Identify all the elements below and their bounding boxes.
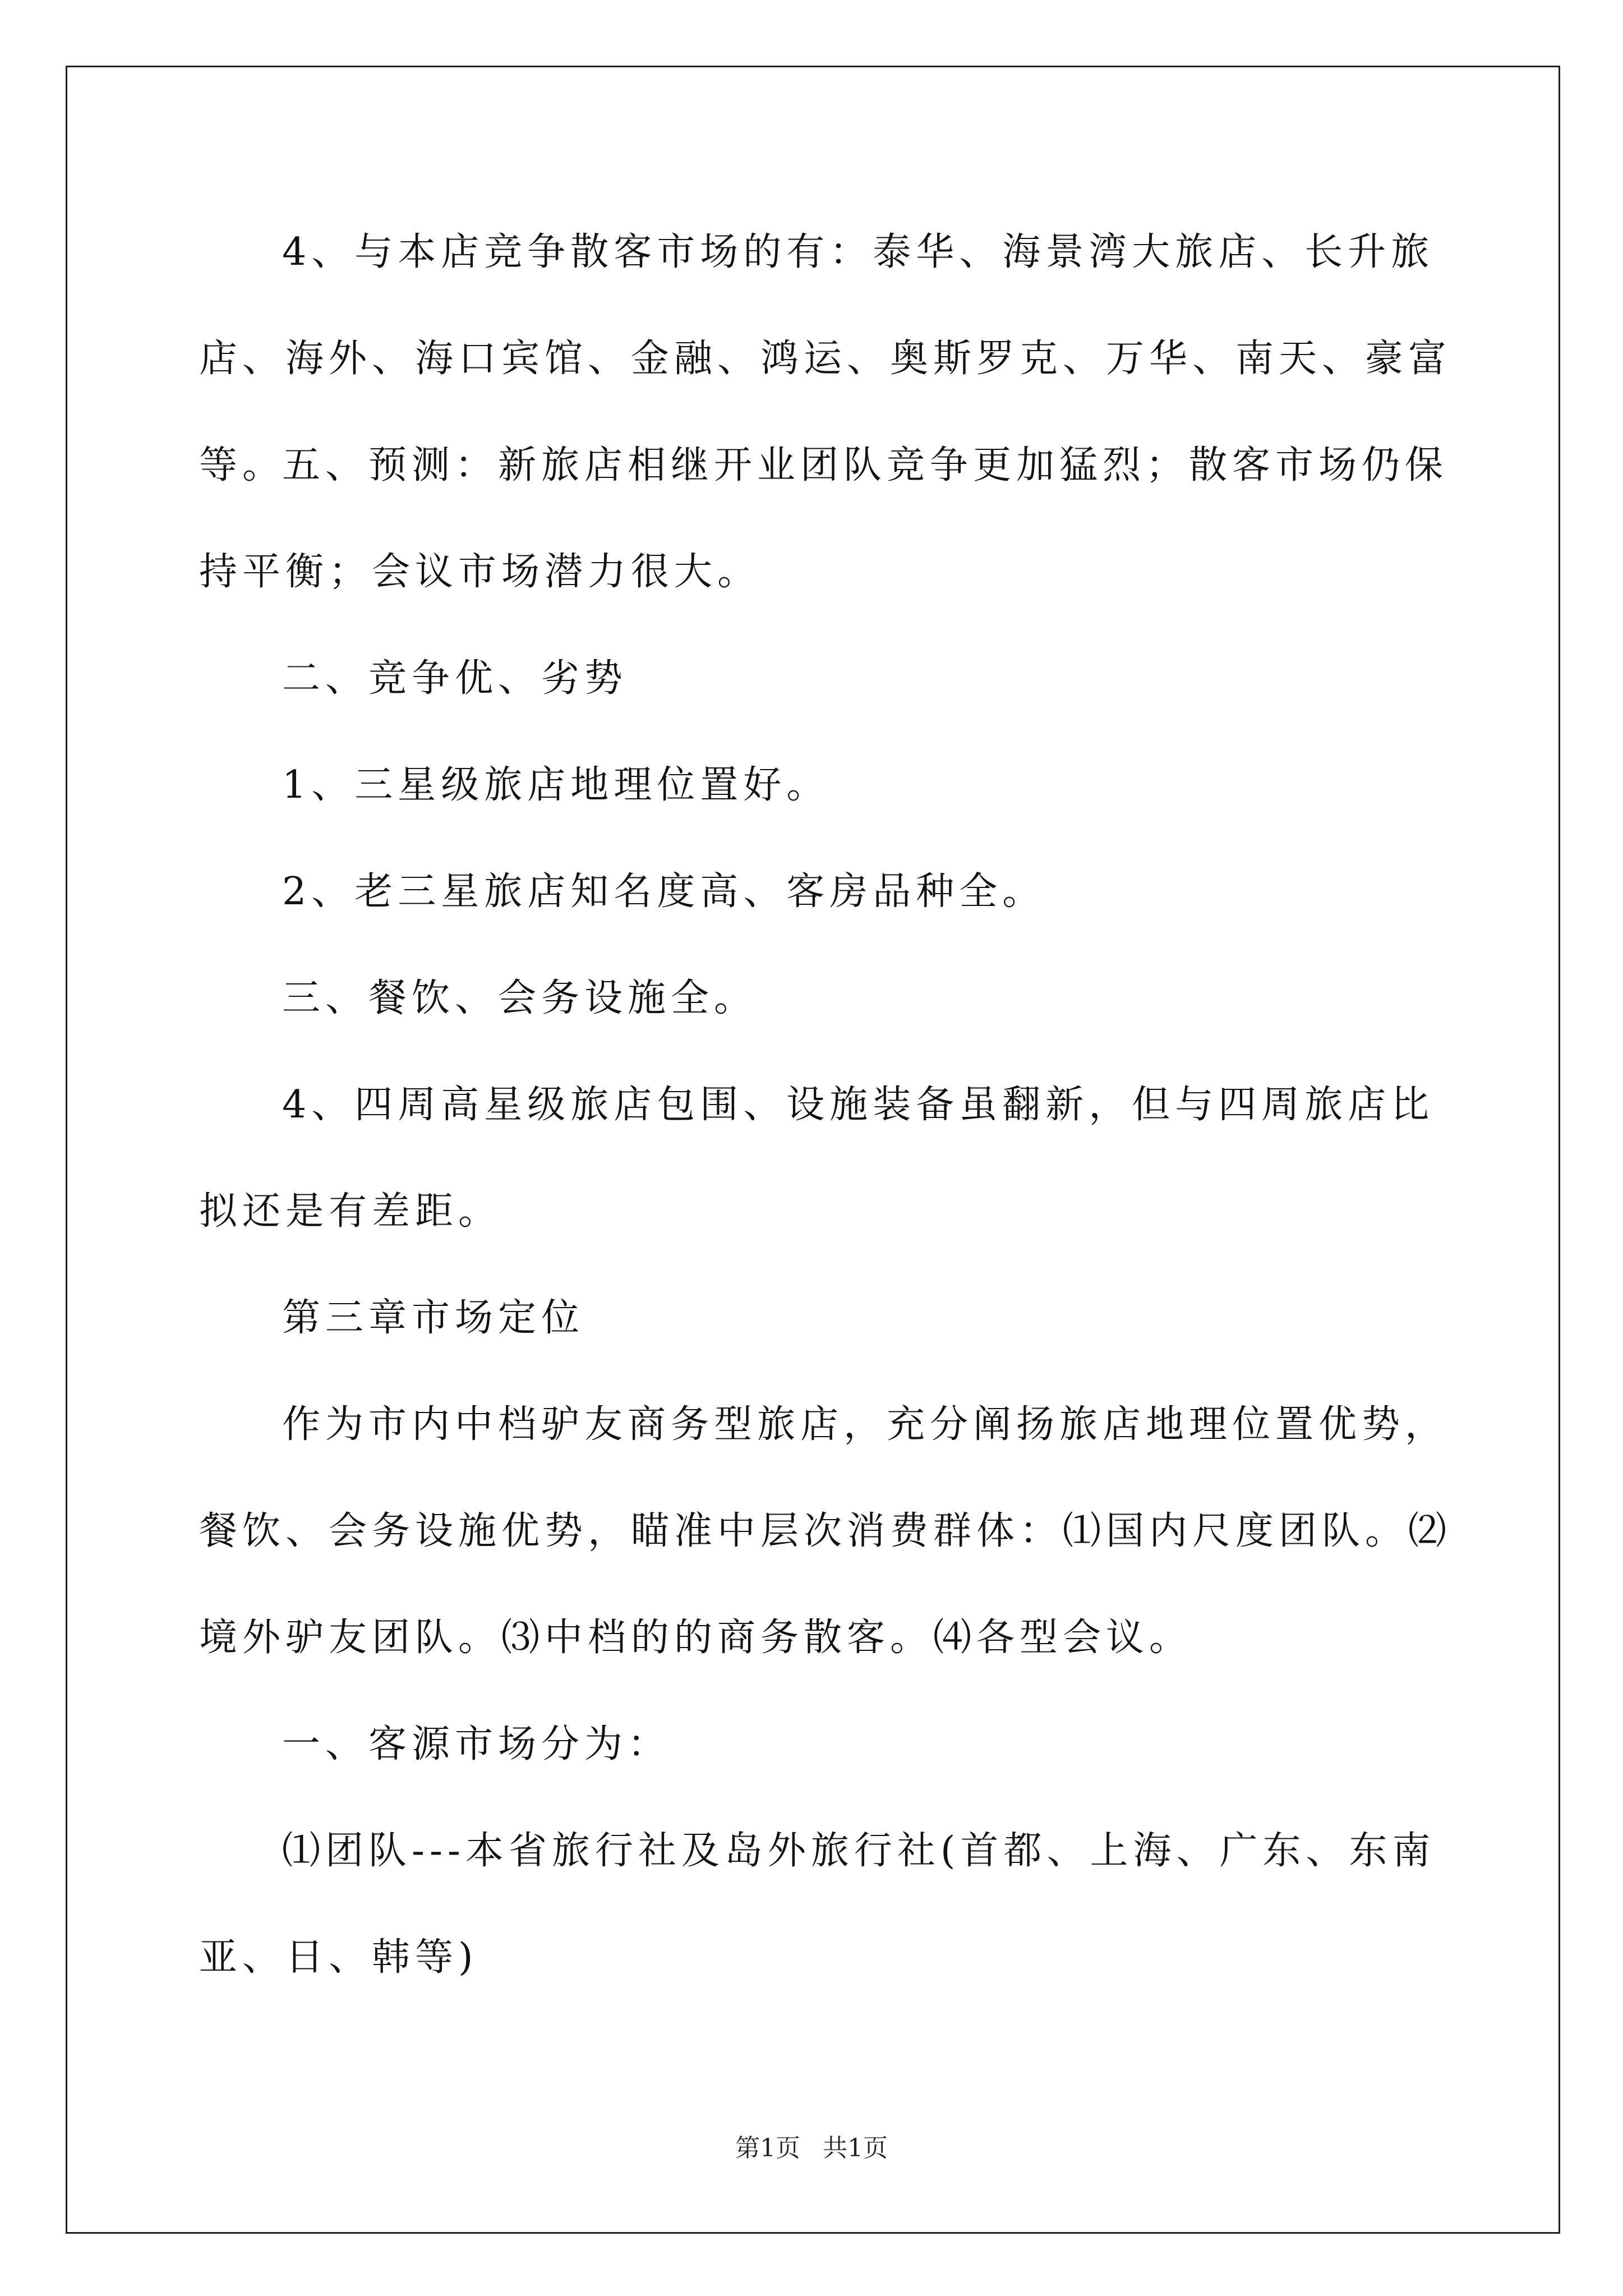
page-number-current: 第1页 [735,2134,800,2162]
paragraph-advantage-3: 三、餐饮、会务设施全。 [282,976,758,1020]
page-number-total: 共1页 [823,2134,888,2162]
paragraph-advantage-2: 2、老三星旅店知名度高、客房品种全。 [282,869,1046,914]
heading-advantages: 二、竞争优、劣势 [282,656,628,701]
paragraph-forecast: 五、预测：新旅店相继开业团队竞争更加猛烈；散客市场仍保持平衡；会议市场潜力很大。 [199,443,1449,594]
paragraph-positioning: 作为市内中档驴友商务型旅店，充分阐扬旅店地理位置优势，餐饮、会务设施优势，瞄准中层次消费群体：⑴国内尺度团队。⑵境外驴友团队。⑶中档的的商务散客。⑷各型会议。 [199,1402,1452,1660]
paragraph-disadvantage-4: 4、四周高星级旅店包围、设施装备虽翻新，但与四周旅店比拟还是有差距。 [199,1083,1435,1234]
heading-chapter-3: 第三章市场定位 [282,1296,585,1340]
page-footer [0,2132,1623,2165]
paragraph-advantage-1: 1、三星级旅店地理位置好。 [282,763,830,807]
heading-customer-source: 一、客源市场分为： [282,1722,671,1766]
paragraph-competitors-individual: 4、与本店竞争散客市场的有：泰华、海景湾大旅店、长升旅店、海外、海口宾馆、金融、鸿运、奥斯罗克、万华、南天、豪富等。 [199,230,1452,487]
paragraph-group-market: ⑴团队---本省旅行社及岛外旅行社(首都、上海、广东、东南亚、日、韩等) [199,1829,1436,1980]
